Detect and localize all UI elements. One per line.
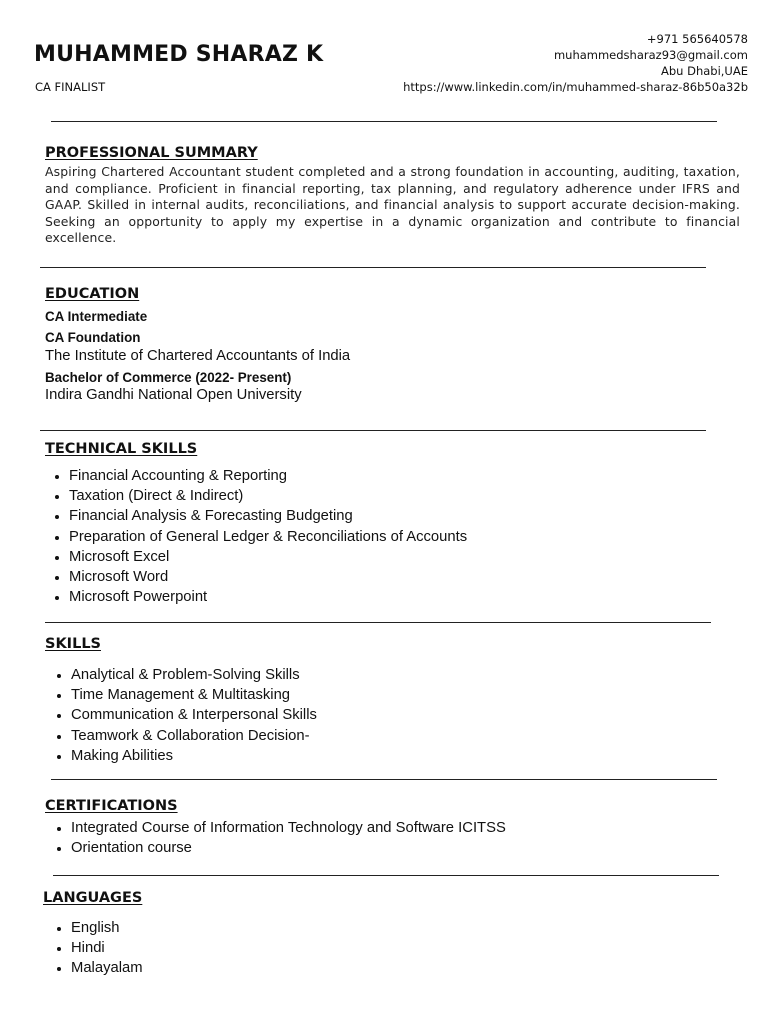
list-item: Making Abilities: [71, 746, 317, 766]
list-item: Microsoft Word: [69, 567, 467, 587]
divider: [45, 622, 711, 623]
list-item: Integrated Course of Information Technology and Software ICITSS: [71, 818, 506, 838]
list-item: Financial Accounting & Reporting: [69, 466, 467, 486]
divider: [51, 779, 717, 780]
summary-heading: PROFESSIONAL SUMMARY: [45, 145, 258, 161]
list-item: Hindi: [71, 938, 143, 958]
list-item: Microsoft Powerpoint: [69, 587, 467, 607]
certifications-heading: CERTIFICATIONS: [45, 798, 178, 814]
languages-list: [71, 918, 143, 979]
languages-heading: LANGUAGES: [43, 890, 143, 906]
education-ca-foundation: CA Foundation: [45, 330, 141, 345]
list-item: Time Management & Multitasking: [71, 685, 317, 705]
summary-text: Aspiring Chartered Accountant student completed and a strong foundation in accounting, auditing, taxation, and compliance. Proficient in financial reporting, tax planning, and regulatory adherence under IFRS and GAAP. Skilled in internal audits, reconciliations, and financial analysis to support accurate decision-making. Seeking an opportunity to apply my expertise in a dynamic organization and contribute to financial excellence.: [45, 164, 740, 246]
list-item: Financial Analysis & Forecasting Budgeting: [69, 506, 467, 526]
education-ca-intermediate: CA Intermediate: [45, 309, 148, 324]
divider: [40, 267, 706, 268]
skills-list: [71, 665, 317, 766]
divider: [40, 430, 706, 431]
list-item: Taxation (Direct & Indirect): [69, 486, 467, 506]
education-bcom: Bachelor of Commerce (2022- Present): [45, 370, 292, 385]
list-item: Teamwork & Collaboration Decision-: [71, 726, 317, 746]
list-item: Malayalam: [71, 958, 143, 978]
contact-email: muhammedsharaz93@gmail.com: [553, 48, 748, 62]
list-item: Orientation course: [71, 838, 506, 858]
divider: [51, 121, 717, 122]
list-item: Communication & Interpersonal Skills: [71, 705, 317, 725]
certifications-list: [71, 818, 506, 858]
technical-skills-heading: TECHNICAL SKILLS: [45, 441, 198, 457]
education-ca-institute: The Institute of Chartered Accountants of India: [45, 348, 351, 364]
contact-phone: +971 565640578: [646, 32, 748, 46]
technical-skills-list: [69, 466, 467, 607]
divider: [53, 875, 719, 876]
list-item: English: [71, 918, 143, 938]
candidate-name: MUHAMMED SHARAZ K: [34, 42, 324, 67]
contact-location: Abu Dhabi,UAE: [660, 64, 748, 78]
education-heading: EDUCATION: [45, 286, 140, 302]
education-bcom-university: Indira Gandhi National Open University: [45, 387, 302, 403]
contact-linkedin: https://www.linkedin.com/in/muhammed-sharaz-86b50a32b: [403, 80, 748, 94]
contact-block: [403, 31, 748, 95]
list-item: Analytical & Problem-Solving Skills: [71, 665, 317, 685]
list-item: Preparation of General Ledger & Reconciliations of Accounts: [69, 527, 467, 547]
list-item: Microsoft Excel: [69, 547, 467, 567]
skills-heading: SKILLS: [45, 636, 101, 652]
candidate-title: CA FINALIST: [35, 80, 106, 94]
